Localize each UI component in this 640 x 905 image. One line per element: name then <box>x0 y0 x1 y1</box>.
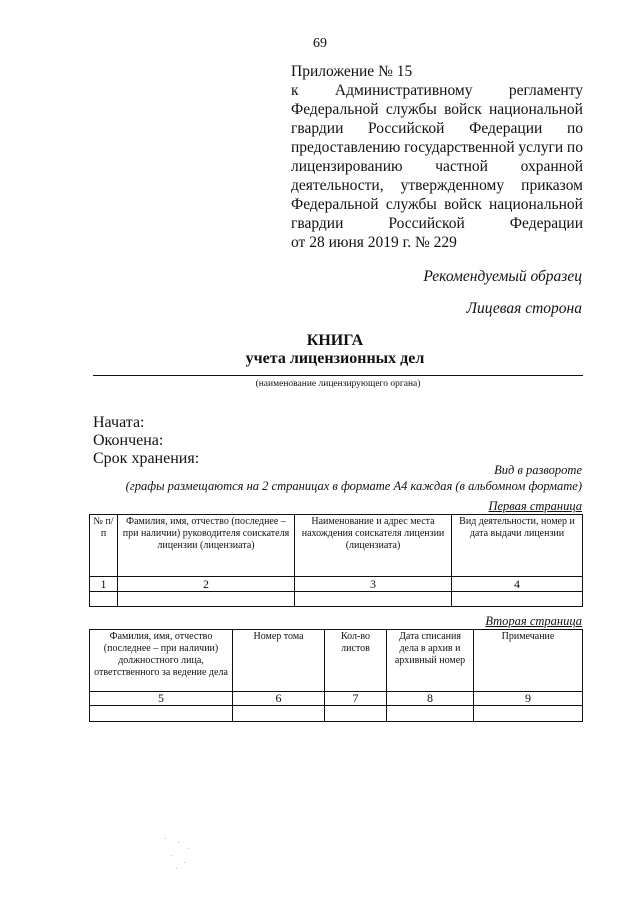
column-number: 2 <box>118 577 295 592</box>
header-cell: № п/п <box>90 515 118 577</box>
header-cell: Кол-во листов <box>325 630 387 692</box>
empty-cell <box>387 706 474 722</box>
appendix-line: к Административному регламенту <box>291 82 583 99</box>
empty-cell <box>474 706 583 722</box>
column-number: 5 <box>90 692 233 706</box>
column-number: 6 <box>233 692 325 706</box>
first-page-table <box>89 514 583 607</box>
header-cell: Фамилия, имя, отчество (последнее – при наличии) должностного лица, ответственного за ведение дела <box>90 630 233 692</box>
empty-cell <box>118 592 295 607</box>
appendix-line: Федеральной службы войск национальной <box>291 196 583 213</box>
appendix-line: Федеральной службы войск национальной <box>291 101 583 118</box>
table-number-row <box>90 577 583 592</box>
column-number: 8 <box>387 692 474 706</box>
columns-note: (графы размещаются на 2 страницах в формате А4 каждая (в альбомном формате) <box>125 479 582 493</box>
book-subtitle: учета лицензионных дел <box>245 350 425 367</box>
book-title: КНИГА <box>306 332 364 349</box>
header-cell: Примечание <box>474 630 583 692</box>
header-cell: Дата списания дела в архив и архивный номер <box>387 630 474 692</box>
empty-cell <box>233 706 325 722</box>
organ-caption: (наименование лицензирующего органа) <box>255 379 421 389</box>
ended-field: Окончена: <box>93 432 164 449</box>
started-field: Начата: <box>93 414 145 431</box>
column-number: 9 <box>474 692 583 706</box>
recommended-sample: Рекомендуемый образец <box>423 268 582 285</box>
header-cell: Фамилия, имя, отчество (последнее – при наличии) руководителя соискателя лицензии (лицензиата) <box>118 515 295 577</box>
column-number: 4 <box>452 577 583 592</box>
header-cell: Вид деятельности, номер и дата выдачи лицензии <box>452 515 583 577</box>
first-page-label: Первая страница <box>488 499 582 513</box>
table-header-row <box>90 630 583 692</box>
organ-line <box>93 375 583 376</box>
front-side-label: Лицевая сторона <box>466 300 582 317</box>
column-number: 7 <box>325 692 387 706</box>
storage-field: Срок хранения: <box>93 450 200 467</box>
page-number: 69 <box>313 36 327 51</box>
appendix-block <box>291 62 583 252</box>
second-page-label: Вторая страница <box>485 614 582 628</box>
appendix-line: от 28 июня 2019 г. № 229 <box>291 234 457 251</box>
empty-cell <box>452 592 583 607</box>
empty-cell <box>90 592 118 607</box>
appendix-line: гвардии Российской Федерации <box>291 215 583 232</box>
appendix-line: лицензированию частной охранной <box>291 158 583 175</box>
spread-note: Вид в развороте <box>494 463 582 477</box>
empty-cell <box>295 592 452 607</box>
header-cell: Наименование и адрес места нахождения соискателя лицензии (лицензиата) <box>295 515 452 577</box>
header-cell: Номер тома <box>233 630 325 692</box>
appendix-line: деятельности, утвержденному приказом <box>291 177 583 194</box>
second-page-table <box>89 629 583 722</box>
column-number: 3 <box>295 577 452 592</box>
table-row <box>90 592 583 607</box>
table-header-row <box>90 515 583 577</box>
table-row <box>90 706 583 722</box>
appendix-line: Приложение № 15 <box>291 63 413 80</box>
book-fields <box>93 414 199 468</box>
empty-cell <box>325 706 387 722</box>
appendix-line: гвардии Российской Федерации по <box>291 120 583 137</box>
column-number: 1 <box>90 577 118 592</box>
appendix-line: предоставлению государственной услуги по <box>291 139 583 156</box>
empty-cell <box>90 706 233 722</box>
table-number-row <box>90 692 583 706</box>
